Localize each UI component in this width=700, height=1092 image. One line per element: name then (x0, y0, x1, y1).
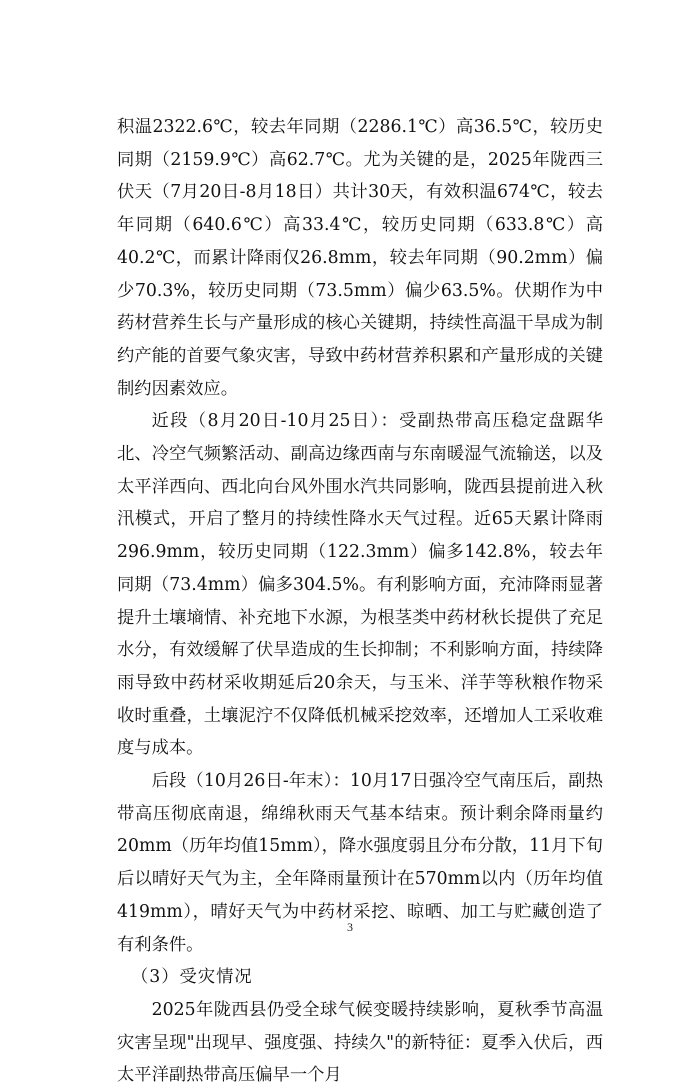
paragraph-accumulated-temperature: 积温2322.6℃，较去年同期（2286.1℃）高36.5℃，较历史同期（2159.9℃）高62.7℃。尤为关键的是，2025年陇西三伏天（7月20日-8月18日）共计30天，有效积温674℃，较去年同期（640.6℃）高33.4℃，较历史同期（633.8℃）高40.2℃，而累计降雨仅26.8mm，较去年同期（90.2mm）偏少70.3%，较历史同期（73.5mm）偏少63.5%。伏期作为中药材营养生长与产量形成的核心关键期，持续性高温干旱成为制约产能的首要气象灾害，导致中药材营养积累和产量形成的关键制约因素效应。 (117, 117, 603, 399)
document-body (117, 111, 603, 1092)
paragraph-disaster-situation: 2025年陇西县仍受全球气候变暖持续影响，夏秋季节高温灾害呈现"出现早、强度强、持续久"的新特征：夏季入伏后，西太平洋副热带高压偏早一个月 (117, 999, 603, 1086)
paragraph-late-period: 后段（10月26日-年末）：10月17日强冷空气南压后，副热带高压彻底南退，绵绵秋雨天气基本结束。预计剩余降雨量约20mm（历年均值15mm），降水强度弱且分布分散，11月下旬后以晴好天气为主，全年降雨量预计在570mm以内（历年均值419mm），晴好天气为中药材采挖、晾晒、加工与贮藏创造了有利条件。 (117, 771, 603, 955)
page-number: 3 (347, 920, 353, 934)
paragraph-recent-period: 近段（8月20日-10月25日）：受副热带高压稳定盘踞华北、冷空气频繁活动、副高边缘西南与东南暖湿气流输送，以及太平洋西向、西北向台风外围水汽共同影响，陇西县提前进入秋汛模式，开启了整月的持续性降水天气过程。近65天累计降雨296.9mm，较历史同期（122.3mm）偏多142.8%，较去年同期（73.4mm）偏多304.5%。有利影响方面，充沛降雨显著提升土壤墒情、补充地下水源，为根茎类中药材秋长提供了充足水分，有效缓解了伏旱造成的生长抑制；不利影响方面，持续降雨导致中药材采收期延后20余天，与玉米、洋芋等秋粮作物采收时重叠，土壤泥泞不仅降低机械采挖效率，还增加人工采收难度与成本。 (117, 411, 603, 759)
section-heading: （3）受灾情况 (131, 967, 253, 988)
